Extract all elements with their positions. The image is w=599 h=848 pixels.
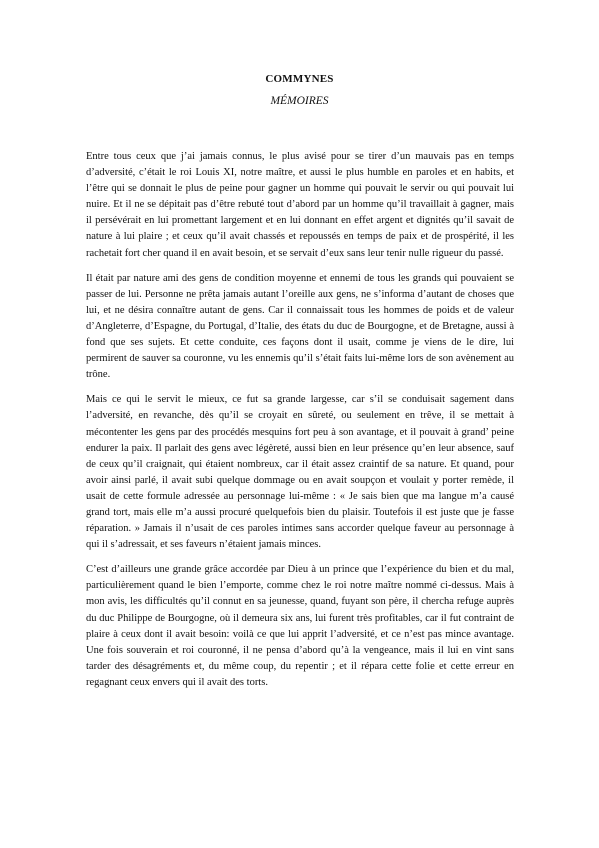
paragraph-1: Entre tous ceux que j’ai jamais connus, le plus avisé pour se tirer d’un mauvais pas en temps d’adversité, c’était le roi Louis XI, notre maître, et aussi le plus humble en paroles et en habits, et l’être qui se donnait le plus de peine pour gagner un homme qui pouvait le servir ou qui pouvait lui nuire. Et il ne se dépitait pas d’être rebuté tout d’abord par un homme qu’il travaillait à gagner, mais il persévérait en lui promettant largement et en lui donnant en effet argent et dignités qu’il savait de nature à lui plaire ; et ceux qu’il avait chassés et repoussés en temps de paix et de prospérité, il les rachetait fort cher quand il en avait besoin, et se servait d’eux sans leur tenir nulle rigueur du passé.	[86, 151, 514, 259]
paragraph-2: Il était par nature ami des gens de condition moyenne et ennemi de tous les grands qui pouvaient se passer de lui. Personne ne prêta jamais autant l’oreille aux gens, ne s’informa d’autant de choses que lui, et ne désira connaître autant de gens. Car il connaissait tous les hommes de poids et de valeur d’Angleterre, d’Espagne, du Portugal, d’Italie, des états du duc de Bourgogne, et de Bretagne, aussi à fond que ses sujets. Et cette conduite, ces façons dont il usait, comme je viens de le dire, lui permirent de sauver sa couronne, vu les ennemis qu’il s’était faits lui-même lors de son avènement au trône.	[86, 272, 514, 381]
paragraph-3: Mais ce qui le servit le mieux, ce fut sa grande largesse, car s’il se conduisait sagement dans l’adversité, en revanche, dès qu’il se croyait en sûreté, ou seulement en trêve, il se mettait à mécontenter les gens par des procédés mesquins fort peu à son avantage, et il pouvait à grand’ peine endurer la paix. Il parlait des gens avec légèreté, aussi bien en leur présence qu’en leur absence, sauf de ceux qu’il craignait, qui étaient nombreux, car il était assez craintif de sa nature. Et quand, pour avoir ainsi parlé, il avait subi quelque dommage ou en avait soupçon et voulait y porter remède, il usait de cette formule adressée au personnage lui-même : « Je sais bien que ma langue m’a causé grand tort, mais elle m’a aussi procuré quelquefois bien du plaisir. Toutefois il est juste que je fasse réparation. » Jamais il n’usait de ces paroles intimes sans accorder quelque faveur au personnage à qui il s’adressait, et ses faveurs n’étaient jamais minces.	[86, 394, 514, 551]
paragraph-4: C’est d’ailleurs une grande grâce accordée par Dieu à un prince que l’expérience du bien et du mal, particulièrement quand le bien l’emporte, comme chez le roi notre maître nommé ci-dessus. Mais à mon avis, les difficultés qu’il connut en sa jeunesse, quand, fuyant son père, il chercha refuge auprès du duc Philippe de Bourgogne, où il demeura six ans, lui furent très profitables, car il fut contraint de plaire à ceux dont il avait besoin: voilà ce que lui apprit l’adversité, et ce n’est pas mince avantage. Une fois souverain et roi couronné, il ne pensa d’abord qu’à la vengeance, mais il lui en vint sans tarder des désagréments et, du même coup, du repentir ; et il répara cette folie et cette erreur en regagnant ceux envers qui il avait des torts.	[86, 564, 514, 688]
work-title: MÉMOIRES	[270, 95, 329, 107]
author-heading: COMMYNES	[265, 73, 334, 85]
body-text	[86, 149, 514, 700]
